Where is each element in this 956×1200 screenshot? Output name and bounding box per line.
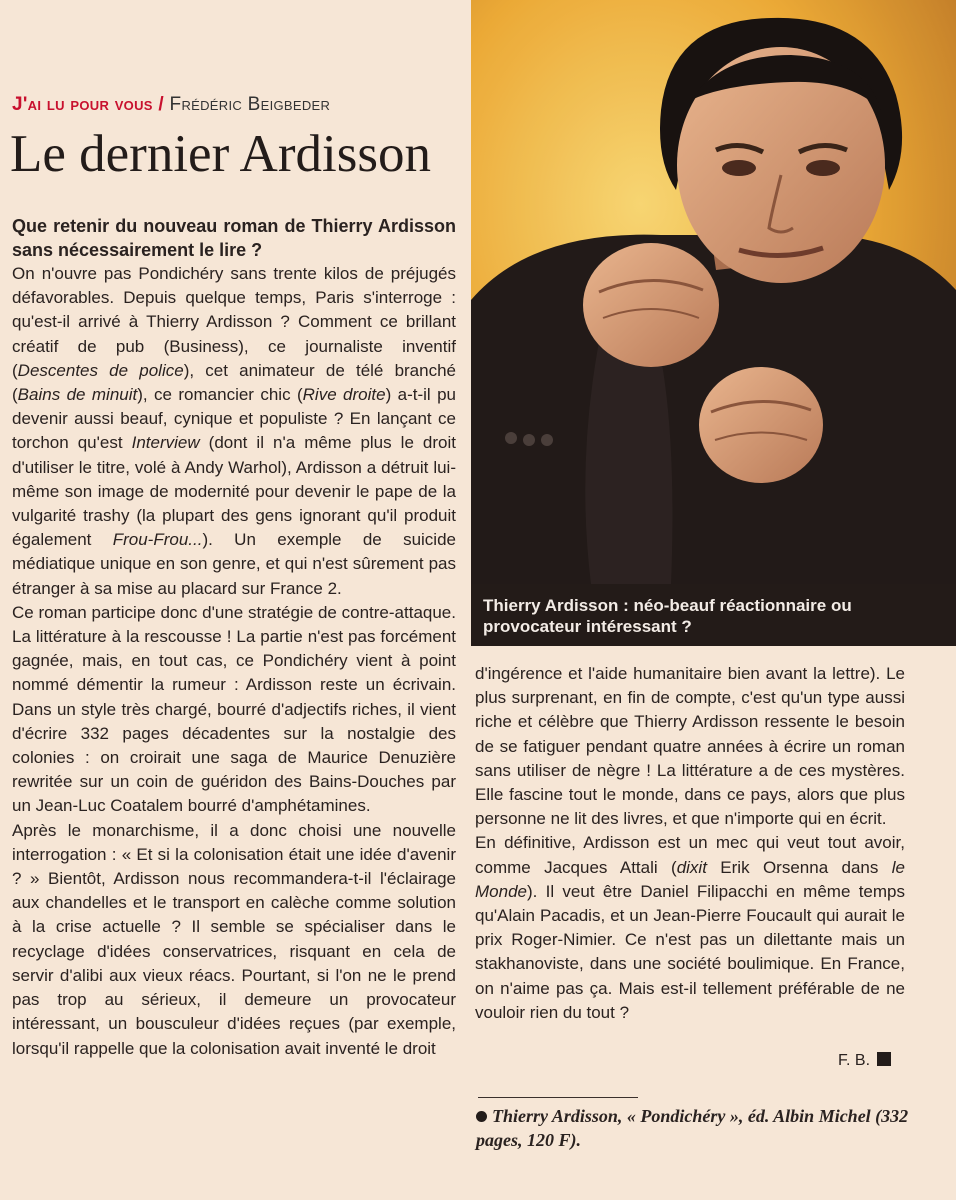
author-name: Frédéric Beigbeder [169, 94, 331, 115]
article-lede: Que retenir du nouveau roman de Thierry Ardisson sans nécessairement le lire ? [12, 216, 456, 260]
end-mark-icon [877, 1052, 891, 1066]
portrait-photo [471, 0, 956, 584]
article-kicker [12, 94, 330, 116]
book-reference-text: Thierry Ardisson, « Pondichéry », éd. Albin Michel (332 pages, 120 F). [476, 1106, 909, 1150]
body-column-right [475, 662, 905, 1025]
photo-caption: Thierry Ardisson : néo-beauf réactionnaire ou provocateur intéressant ? [471, 584, 956, 646]
paragraph-3: Après le monarchisme, il a donc choisi une nouvelle interrogation : « Et si la colonisation était une idée d'avenir ? » Bientôt, Ardisson nous recommandera-t-il l'éclairage aux chandelles et le transport en calèche comme solution à la crise actuelle ? Il semble se spécialiser dans le recyclage d'idées conservatrices, risquant en cela de servir d'alibi aux vieux réacs. Pourtant, si l'on ne le prend pas trop au sérieux, il demeure un provocateur intéressant, un bousculeur d'idées reçues (par exemple, lorsqu'il rappelle que la colonisation avait inventé le droit [12, 820, 456, 1058]
book-reference [476, 1104, 916, 1152]
author-signature [838, 1052, 891, 1070]
kicker-separator: / [158, 94, 164, 115]
reference-divider [478, 1097, 638, 1098]
portrait-illustration [471, 0, 956, 584]
paragraph-5: En définitive, Ardisson est un mec qui veut tout avoir, comme Jacques Attali (dixit Erik Orsenna dans le Monde). Il veut être Daniel Filipacchi en même temps qu'Alain Pacadis, et un Jean-Pierre Foucault qui aurait le prix Roger-Nimier. Ce n'est pas un dilettante mais un stakhanoviste, dans une société boulimique. En France, on n'aime pas ça. Mais est-il tellement préférable de ne vouloir rien du tout ? [475, 833, 905, 1022]
body-column-left [12, 214, 456, 1061]
bullet-icon [476, 1111, 487, 1122]
paragraph-1: On n'ouvre pas Pondichéry sans trente kilos de préjugés défavorables. Depuis quelque temps, Paris s'interroge : qu'est-il arrivé à Thierry Ardisson ? Comment ce brillant créatif de pub (Business), ce journaliste inventif (Descentes de police), cet animateur de télé branché (Bains de minuit), ce romancier chic (Rive droite) a-t-il pu devenir aussi beauf, cynique et populiste ? En lançant ce torchon qu'est Interview (dont il n'a même plus le droit d'utiliser le titre, volé à Andy Warhol), Ardisson a détruit lui-même son image de modernité pour devenir le pape de la vulgarité trashy (la plupart des gens ignorant qu'il produit également Frou-Frou...). Un exemple de suicide médiatique unique en son genre, et qui n'est sûrement pas étranger à sa mise au placard sur France 2. [12, 264, 457, 598]
signature-initials: F. B. [838, 1052, 871, 1069]
article-title: Le dernier Ardisson [10, 125, 431, 183]
rubric-label: J'ai lu pour vous [12, 94, 153, 115]
paragraph-2: Ce roman participe donc d'une stratégie de contre-attaque. La littérature à la rescousse ! La partie n'est pas forcément gagnée, mais, en tout cas, ce Pondichéry vient à point nommé démentir la rumeur : Ardisson reste un écrivain. Dans un style très chargé, bourré d'adjectifs riches, il vient d'écrire 332 pages décadentes sur la nostalgie des colonies : on croirait une saga de Maurice Denuzière rewritée sur un coin de guéridon des Bains-Douches par un Jean-Luc Coatalem bourré d'amphétamines. [12, 602, 456, 816]
paragraph-4: d'ingérence et l'aide humanitaire bien avant la lettre). Le plus surprenant, en fin de compte, c'est qu'un type aussi riche et célèbre que Thierry Ardisson ressente le besoin de se fatiguer pendant quatre années à écrire un roman sans utiliser de nègre ! La littérature a de ces mystères. Elle fascine tout le monde, dans ce pays, alors que plus personne ne lit des livres, et que n'importe qui en écrit. [475, 664, 905, 829]
